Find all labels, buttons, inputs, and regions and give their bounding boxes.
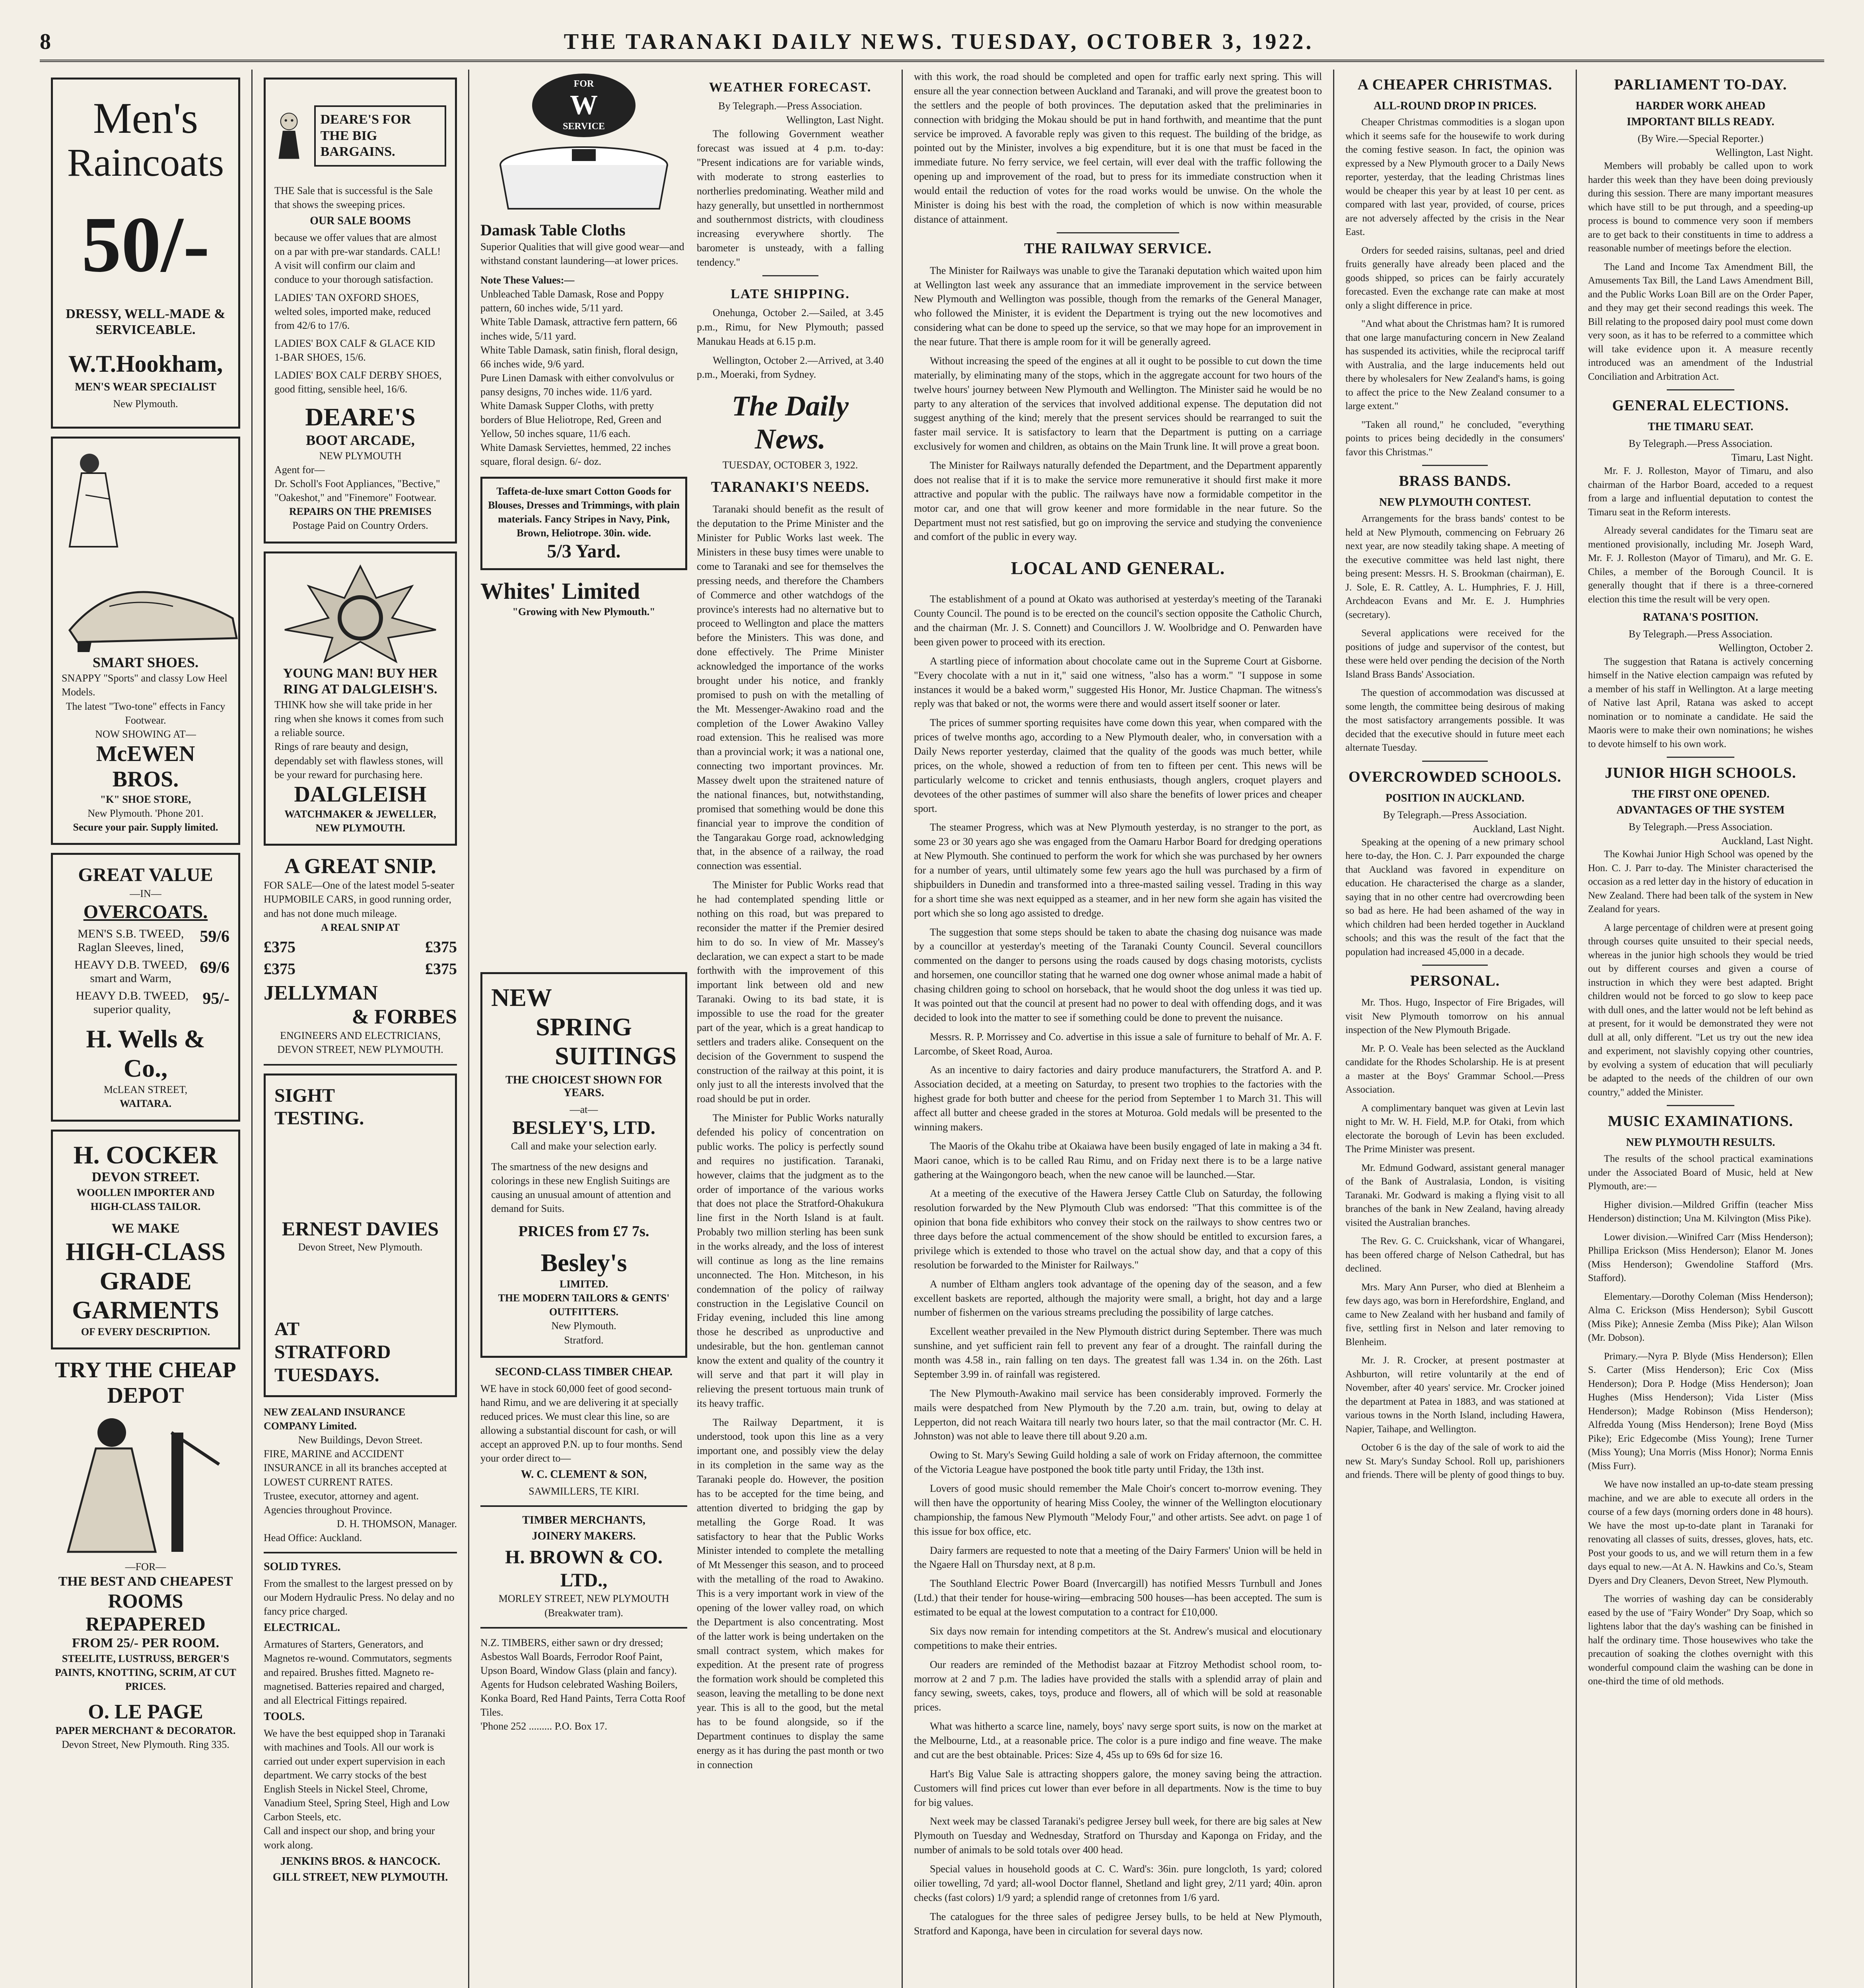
article-paragraph: Mr. Edmund Godward, assistant general manager of the Bank of Australasia, London, is visiting Taranaki. Mr. Godward is making a flying visit to all branches of the bank in New Zealand, having already visited the Australian branches.	[1345, 1162, 1565, 1228]
shoe-illustration	[62, 559, 245, 654]
advert-heading: OUR SALE BOOMS	[310, 215, 411, 227]
masthead	[40, 24, 1824, 62]
dateline: Auckland, Last Night.	[1472, 823, 1565, 835]
advertiser-name: & FORBES	[352, 1005, 457, 1028]
advert-text: The latest "Two-tone" effects in Fancy Footwear.	[66, 700, 225, 726]
column-3	[469, 70, 903, 1988]
article-paragraph: Hart's Big Value Sale is attracting shoppers galore, the money saving being the attraction. Customers will find prices cut lower than ever before in all departments. Now is the time to buy for big values.	[914, 1768, 1322, 1808]
advert-text: LIMITED.	[559, 1278, 608, 1290]
article-paragraph: The Kowhai Junior High School was opened by the Hon. C. J. Parr to-day. The Minister characterised the occasion as a red letter day in the history of education in New Zealand. There had been talk of the system in New Zealand for years.	[1588, 849, 1813, 915]
advert-text: Note These Values:—	[480, 274, 575, 286]
dateline: Wellington, October 2.	[1718, 642, 1813, 654]
advert-text: Secure your pair. Supply limited.	[73, 821, 218, 833]
article-subheading: ALL-ROUND DROP IN PRICES.	[1373, 100, 1537, 112]
article-paragraph: The results of the school practical examinations under the Associated Board of Music, held at New Plymouth, are:—	[1588, 1153, 1813, 1192]
item-price: 69/6	[200, 959, 229, 977]
timber-advert	[480, 1366, 687, 1499]
article-paragraph: Excellent weather prevailed in the New Plymouth district during September. There was much sunshine, and yet sufficient rain fell to prevent any fear of a drought. The rainfall during the month was 4.58 in., rain falling on ten days. The greatest fall was 1.34 in. on the 26th. Last September 3.99 in. of rainfall was registered.	[914, 1326, 1322, 1380]
advert-text: THE Sale that is successful is the Sale that shows the sweeping prices.	[274, 185, 433, 211]
advert-text: MORLEY STREET, NEW PLYMOUTH (Breakwater tram).	[498, 1593, 669, 1619]
advert-text: NOW SHOWING AT—	[95, 728, 196, 740]
article-subheading: RATANA'S POSITION.	[1643, 611, 1758, 624]
dateline: TUESDAY, OCTOBER 3, 1922.	[722, 459, 858, 471]
sign-board: DEARE'S FOR THE BIG BARGAINS.	[314, 105, 446, 167]
article-paragraph: A startling piece of information about chocolate came out in the Supreme Court at Gisborne. "Every chocolate with a nut in it," said one witness, "also has a worm." "I suppose in some instances it would be a baked worm," suggested His Honor, Mr. Justice Chapman. The witness's reply was that baked or not, the worms were there and would assert itself sooner or later.	[914, 655, 1322, 710]
advertiser-name: W.T.Hookham,	[68, 351, 223, 377]
article-paragraph: Dairy farmers are requested to note that a meeting of the Dairy Farmers' Union will be held in the Ngaere Hall on Thursday next, at 8 p.m.	[914, 1544, 1322, 1571]
masthead-title: THE TARANAKI DAILY NEWS. TUESDAY, OCTOBER 3, 1922.	[564, 29, 1314, 54]
besley-advert	[480, 972, 687, 1358]
logo-text: W	[570, 90, 598, 120]
article-paragraph: Mr. P. O. Veale has been selected as the Auckland candidate for the Rhodes Scholarship. He is at present a master at the Boys' Grammar School.—Press Association.	[1345, 1043, 1565, 1095]
logo-text: SERVICE	[563, 121, 605, 132]
advert-text: Call and make your selection early.	[511, 1140, 657, 1152]
article-paragraph: The Railway Department, it is understood, took upon this line as a very important one, and possibly view the delay in its completion in the same way as the Taranaki people do. However, the position has to be accepted for the time being, and attention diverted to bridging the gap by metalling the Gorge Road. It was satisfactory to hear that the Public Works Minister intended to complete the metalling of Mt Messenger this season, and to proceed with the metalling of the road to Awakino. This is a very important work in view of the opening of the lower valley road, on which the Department is also concentrating. Most of the latter work is being undertaken on the small contract system, which makes for expedition. At the present rate of progress the formation work should be completed this season, leaving the metalling to be done next year. This is all to the good, but the metal has to be found alongside, so if the Department continues to display the same energy as it has during the past month or two in connection	[697, 1416, 884, 1771]
price: 5/3 Yard.	[547, 540, 621, 562]
article-paragraph: Already several candidates for the Timaru seat are mentioned provisionally, including Mr. Joseph Ward, Mr. F. J. Rolleston (Mayor of Timaru), and Mr. G. E. Chiles, a member of the Borough Council. It is generally thought that if there is a three-cornered election this time the result will be very open.	[1588, 525, 1813, 605]
advert-heading: GRADE	[99, 1266, 192, 1295]
article-paragraph: The following Government weather forecast was issued at 4 p.m. to-day: "Present indications are for variable winds, with moderate to strong easterlies to northerlies predominating. Weather mild and hazy generally, but unsettled in northernmost and southernmost districts, with cloudiness increasing everywhere shortly. The barometer is unsteady, with a falling tendency."	[697, 128, 884, 268]
advert-text: WE MAKE	[111, 1221, 180, 1236]
article-paragraph: The Southland Electric Power Board (Invercargill) has notified Messrs Turnbull and Jones (Ltd.) that their tender for house-wiring—embracing 500 houses—has been accepted. The sum is estimated to be equal at the lowest computation to a contract for £10,000.	[914, 1578, 1322, 1618]
price: PRICES from £7 7s.	[518, 1223, 649, 1240]
advert-text: 'Phone 252 ......... P.O. Box 17.	[480, 1720, 607, 1732]
article-paragraph: Special values in household goods at C. C. Ward's: 36in. pure longcloth, 1s yard; colored oilier towelling, 7d yard; all-wool Doctor flannel, Shetland and light grey, 2/11 yard; 40in. apron checks (fast colors) 1/9 yard; a splendid range of cretonnes from 1/6 yard.	[914, 1863, 1322, 1903]
advert-text: Trustee, executor, attorney and agent. Agencies throughout Province.	[264, 1490, 419, 1516]
advert-heading: OVERCOATS.	[83, 901, 208, 922]
advert-text: THE CHOICEST SHOWN FOR YEARS.	[505, 1074, 662, 1099]
advert-text: WAITARA.	[119, 1098, 172, 1110]
article-paragraph: October 6 is the day of the sale of work to aid the new St. Mary's Sunday School. Roll up, parishioners and friends. There will be plenty of good things to buy.	[1345, 1442, 1565, 1481]
brown-advert	[480, 1514, 687, 1619]
price-item	[62, 958, 229, 985]
article-paragraph: As an incentive to dairy factories and dairy produce manufacturers, the Stratford A. and P. Association decided, at a meeting on Saturday, to present two trophies to the factories with the highest grade for both butter and cheese for the period from September 1 to March 31. This will affect all butter and cheese graded in the stores at Moturoa. Gold medals will be presented to the winning makers.	[914, 1064, 1322, 1133]
article-paragraph: The worries of washing day can be considerably eased by the use of "Fairy Wonder" Dry Soap, which so lightens labor that the day's washing can be finished in half the ordinary time. Those housewives who take the precaution of soaking the clothes overnight with this wonderful compound claim the washing can be done in one-third the time of old methods.	[1588, 1594, 1813, 1687]
column-4	[903, 70, 1334, 1988]
advert-heading: TESTING.	[274, 1108, 364, 1129]
article-heading: PARLIAMENT TO-DAY.	[1614, 76, 1787, 93]
advert-text: PAPER MERCHANT & DECORATOR.	[55, 1725, 236, 1737]
advert-text: Postage Paid on Country Orders.	[292, 520, 428, 532]
dalgleish-advert	[264, 551, 457, 846]
article-paragraph: Messrs. R. P. Morrissey and Co. advertise in this issue a sale of furniture to behalf of Mr. A. F. Larcombe, of Skeet Road, Auroa.	[914, 1031, 1322, 1057]
advert-text: —FOR—	[125, 1561, 166, 1573]
article-paragraph: Taranaki should benefit as the result of the deputation to the Prime Minister and the Minister for Public Works last week. The Ministers in these busy times were unable to come to Taranaki and see for themselves the pressing needs, and therefore the Chambers of Commerce and other watchdogs of the province's interests had no alternative but to proceed to Wellington and place the matters before the Ministers. This was done, and done effectively. The Prime Minister acknowledged the importance of the works brought under his notice, and frankly promised to push on with the metalling of the Mt. Messenger-Awakino road and the completion of the Lower Awakino Valley road extension. This he realised was more than a provincial work; it was a national one, connecting two important provinces. Mr. Massey dwelt upon the straitened nature of the national finances, but, notwithstanding, promised that something would be done this financial year to improve the condition of the Tangarakau Gorge road, acknowledging that, in the absence of a railway, the road connection was essential.	[697, 503, 884, 872]
dateline: Timaru, Last Night.	[1731, 452, 1813, 464]
advert-heading: SECOND-CLASS TIMBER CHEAP.	[495, 1365, 673, 1378]
article-paragraph: "Taken all round," he concluded, "everything points to prices being decidedly in the consumers' favor this Christmas."	[1345, 419, 1565, 458]
advertiser-name: Besley's	[540, 1248, 627, 1277]
advert-text: NEW PLYMOUTH	[319, 450, 402, 462]
article-paragraph: Lovers of good music should remember the Male Choir's concert to-morrow evening. They will then have the opportunity of hearing Miss Cooley, the winner of the Wellington elocutionary championship, the famous New Plymouth "Melody Four," and other artists. See advt. on page 1 of this issue for box office, etc.	[914, 1483, 1322, 1537]
list-item: LADIES' TAN OXFORD SHOES, welted soles, imported make, reduced from 42/6 to 17/6.	[274, 291, 431, 331]
advert-text: GILL STREET, NEW PLYMOUTH.	[272, 1871, 448, 1883]
advert-text: Stratford.	[564, 1334, 604, 1346]
article-subheading: IMPORTANT BILLS READY.	[1627, 116, 1775, 128]
price: £375	[264, 959, 295, 978]
advert-heading: Men's	[93, 94, 198, 142]
article-heading: THE RAILWAY SERVICE.	[1024, 240, 1212, 257]
advertiser-name: O. LE PAGE	[88, 1700, 203, 1723]
byline: By Telegraph.—Press Association.	[1629, 628, 1773, 640]
article-paragraph: with this work, the road should be completed and open for traffic early next spring. This will ensure all the year connection between Auckland and Taranaki, and will prove the greatest boon to the settlers and the people of both provinces. The deputation asked that the preliminaries in connection with bridging the Mokau should be put in hand forthwith, and meantime that the punt service be improved. A favorable reply was given to this request. The building of the bridge, as pointed out by the Minister, involves a big expenditure, but it is one that must be faced in the immediate future. No ferry service, we feel certain, will ever deal with the traffic following the opening up and improvement of the road, but to press for its immediate construction when it would entail the reduction of votes for the road works would be unwise. On the whole the Minister is doing his best with the road, the completion of which is now within measurable distance of attainment.	[914, 71, 1322, 225]
list-item: White Damask Serviettes, hemmed, 22 inches square, floral design. 6/- doz.	[480, 442, 671, 468]
advert-text: REPAIRS ON THE PREMISES	[289, 506, 432, 518]
column-1	[40, 70, 253, 1988]
advertiser-name: W. C. CLEMENT & SON,	[521, 1468, 647, 1481]
advert-heading: SUITINGS	[555, 1042, 676, 1070]
advert-text: Taffeta-de-luxe smart Cotton Goods for Blouses, Dresses and Trimmings, with plain materials. Fancy Stripes in Navy, Pink, Brown, Heliotrope. 30in. wide.	[488, 485, 680, 539]
advert-text: SAWMILLERS, TE KIRI.	[529, 1485, 639, 1497]
article-subheading: NEW PLYMOUTH CONTEST.	[1379, 496, 1531, 509]
advert-text: A REAL SNIP AT	[321, 921, 400, 933]
advert-text: FROM 25/- PER ROOM.	[72, 1636, 220, 1651]
advert-text: AT	[274, 1318, 300, 1340]
list-item: White Table Damask, satin finish, floral design, 66 inches wide, 9/6 yard.	[480, 344, 678, 370]
jenkins-advert	[264, 1561, 457, 1884]
advert-text: SNAPPY "Sports" and classy Low Heel Models.	[62, 672, 227, 698]
price: £375	[425, 959, 457, 978]
article-paragraph: What was hitherto a scarce line, namely, boys' navy serge sport suits, is now on the market at the Melbourne, Ltd., at a reasonable price. The color is a pure indigo and fine weave. The make and cut are the best obtainable. Prices: Size 4, 45s up to 69s 6d for size 16.	[914, 1720, 1322, 1761]
article-paragraph: Speaking at the opening of a new primary school here to-day, the Hon. C. J. Parr expounded the charge that Auckland was favored in expenditure on education. He characterised the charge as a slander, saying that in no other centre had overcrowding been so bad as here. He had been ashamed of the way in which children had been herded together in Auckland schools; and this was the result of the fact that the population had increased 45,000 in a decade.	[1345, 837, 1565, 957]
article-paragraph: The New Plymouth-Awakino mail service has been considerably improved. Formerly the mails were despatched from New Plymouth by the 7.20 a.m. train, but, owing to delay at Lepperton, did not reach Waitara till nearly two hours later, so that the mail contractor (Mr. C. H. Johnston) was not able to leave there till about 9.20 a.m.	[914, 1387, 1322, 1442]
article-heading: OVERCROWDED SCHOOLS.	[1348, 768, 1562, 785]
section-heading: WEATHER FORECAST.	[709, 80, 872, 95]
logo-text: FOR	[573, 79, 594, 89]
advert-text: N.Z. TIMBERS, either sawn or dry dressed; Asbestos Wall Boards, Ferrodor Roof Paint, Upson Board, Window Glass (plain and fancy). Agents for Hudson celebrated Washing Boilers, Konka Board, Red Hand Paints, Terra Cotta Roof Tiles.	[480, 1637, 686, 1718]
price: £375	[264, 938, 295, 956]
advert-text: WOOLLEN IMPORTER AND HIGH-CLASS TAILOR.	[76, 1186, 215, 1213]
article-paragraph: The Maoris of the Okahu tribe at Okaiawa have been busily engaged of late in making a 34 ft. Maori canoe, which is to be called Rau Rimu, and on Friday next there is to be a large native gathering at the Waingongoro beach, when the new canoe will be launched.—Star.	[914, 1140, 1322, 1180]
advert-text: THE BEST AND CHEAPEST	[58, 1574, 233, 1589]
lower-left-ads	[480, 964, 687, 1733]
article-paragraph: The question of accommodation was discussed at some length, the committee being desirous of making the most satisfactory arrangements possible. It was decided that the executive should in future meet each alternate Tuesday.	[1345, 687, 1565, 753]
article-paragraph: Owing to St. Mary's Sewing Guild holding a sale of work on Friday afternoon, the committee of the Victoria League have postponed the book title party until Friday, the 13th inst.	[914, 1449, 1322, 1475]
price-item	[62, 927, 229, 954]
advert-heading: GREAT VALUE	[78, 864, 213, 885]
article-paragraph: The suggestion that Ratana is actively concerning himself in the Native election campaign was refuted by a member of his staff in Wellington. At a large meeting of Native last April, Ratana was asked to accept nomination or to nominate a candidate. He said the Maoris were to make their own nominations; he wishes to devote himself to his own work.	[1588, 656, 1813, 749]
column-2	[253, 70, 469, 1988]
article-heading: JUNIOR HIGH SCHOOLS.	[1605, 765, 1796, 782]
article-heading: BRASS BANDS.	[1399, 473, 1511, 489]
article-paragraph: We have now installed an up-to-date steam pressing machine, and we are able to execute all orders in the course of a few days (morning orders done in 48 hours). We have the most up-to-date plant in Taranaki for renovating all classes of suits, dresses, gloves, hats, etc. Post your goods to us, and we will return them in a few days equal to new.—At A. N. Hawkins and Co.'s, Steam Dyers and Dry Cleaners, Devon Street, New Plymouth.	[1588, 1479, 1813, 1586]
advert-heading: NEW	[491, 983, 552, 1011]
article-heading: PERSONAL.	[1410, 973, 1500, 990]
hookham-advert	[51, 78, 240, 429]
list-item: LADIES' BOX CALF & GLACE KID 1-BAR SHOES, 15/6.	[274, 337, 435, 363]
article-paragraph: Members will probably be called upon to work harder this week than they have been doing previously during this session. There are many important measures which have still to be put through, and a speeding-up process is bound to commence very soon if members are to get back to their constituents in time to address a reasonable number of meetings before the election.	[1588, 161, 1813, 254]
article-paragraph: The suggestion that some steps should be taken to abate the chasing dog nuisance was made by a councillor at yesterday's meeting of the Taranaki County Council. Several councillors commented on the danger to persons using the roads caused by dogs chasing motorists, cyclists and horsemen, one councillor stating that he warned one dog owner whose animal made a habit of chasing children going to school on horseback, that he would shoot the dog unless it was tied up. It was pointed out that the council at present had no power to deal with offending dogs, and it was decided to look into the matter to see if something could be done to prevent the nuisance.	[914, 926, 1322, 1023]
article-heading: TARANAKI'S NEEDS.	[711, 479, 870, 496]
article-paragraph: Without increasing the speed of the engines at all it ought to be possible to cut down the time materially, by eliminating many of the stops, which in the aggregate account for two hours of the twelve hours' journey between New Plymouth and Wellington. The Minister said he would be no party to any alteration of the services that involved additional expense. The deputation did not suggest anything of the kind; merely that the present services should be rearranged to suit the faster mail service. It is satisfactory to learn that the Department is putting on a carriage exclusively for women and children, as obtains on the Main Trunk line. It will prove a great boon.	[914, 355, 1322, 452]
dateline: Wellington, Last Night.	[786, 114, 884, 126]
advert-heading: TOOLS.	[264, 1710, 305, 1723]
article-paragraph: Primary.—Nyra P. Blyde (Miss Henderson); Ellen S. Carter (Miss Henderson); Eric Cox (Miss Henderson); Dora P. Hodge (Miss Henderson); Joan Hughes (Miss Henderson); Vida Lister (Miss Henderson); Madge Robinson (Miss Henderson); Alfredda Young (Miss Henderson); Irene Boyd (Miss Pike); Eric Edgecombe (Miss Young); Irene Turner (Miss Young); Una Morris (Miss Honor); Norma Ennis (Miss Furr).	[1588, 1351, 1813, 1472]
advert-text: THE MODERN TAILORS & GENTS' OUTFITTERS.	[498, 1292, 670, 1318]
article-paragraph: Arrangements for the brass bands' contest to be held at New Plymouth, commencing on February 26 next year, are now steadily taking shape. A meeting of the executive committee was held last night, there being present: Messrs. H. S. Brookman (chairman), E. J. Sole, E. R. Cattley, A. L. Humphries, F. J. Hill, Archdeacon Evans and Mr. E. J. Humphries (secretary).	[1345, 513, 1565, 620]
price: £375	[425, 938, 457, 956]
item-desc: MEN'S S.B. TWEED, Raglan Sleeves, lined,	[77, 927, 184, 954]
article-paragraph: The steamer Progress, which was at New Plymouth yesterday, is no stranger to the port, as some 23 or 30 years ago she was engaged from the Oamaru Harbor Board for dredging operations at New Plymouth. She continued to perform the work for which she was purchased by her owners for a number of years, until ultimately some few years ago the hull was purchased by a firm of shipbuilders in Dunedin and transformed into a three-masted sailing vessel. Trading in this way for a short time she was next equipped as a steamer, and in her new form she again has visited the port which she so long ago assisted to dredge.	[914, 821, 1322, 919]
byline: By Telegraph.—Press Association.	[718, 100, 862, 112]
ring-illustration	[277, 562, 444, 666]
article-subheading: HARDER WORK AHEAD	[1635, 100, 1766, 112]
article-paragraph: The catalogues for the three sales of pedigree Jersey bulls, to be held at New Plymouth, Stratford and Kaponga, have been in circulation for several days now.	[914, 1910, 1322, 1937]
article-paragraph: Cheaper Christmas commodities is a slogan upon which it seems safe for the housewife to work during the coming festive season. In fact, the opinion was expressed by a New Plymouth grocer to a Daily News reporter, yesterday, that the leading Christmas lines would be cheaper this year by at least 10 per cent. as compared with last year, provided, of course, prices are not adversely affected by the crisis in the Near East.	[1345, 117, 1565, 237]
advert-text: The smartness of the new designs and colorings in these new English Suitings are causing an unusual amount of attention and demand for Suits.	[491, 1161, 671, 1214]
article-paragraph: Lower division.—Winifred Carr (Miss Henderson); Phillipa Erickson (Miss Henderson); Elanor M. Jones (Miss Henderson); Gwendoline Stafford (Mrs. Stafford).	[1588, 1231, 1813, 1284]
insurance-advert	[264, 1405, 457, 1545]
advert-text: Dr. Scholl's Foot Appliances, "Bective," "Oakeshot," and "Finemore" Footwear.	[274, 478, 440, 504]
article-paragraph: The Land and Income Tax Amendment Bill, the Amusements Tax Bill, the Land Laws Amendment Bill, and the Public Works Loan Bill are on the Order Paper, and they may get their second readings this week. The Bill relating to the proposed dairy pool must come down very soon, as it has to be referred to a committee which will take evidence upon it. A measure recently introduced was an amendment of the Industrial Conciliation and Arbitration Act.	[1588, 261, 1813, 382]
advert-heading: YOUNG MAN! BUY HER RING AT DALGLEISH'S.	[283, 666, 438, 697]
advertiser-name: H. BROWN & CO. LTD.,	[505, 1547, 663, 1591]
article-paragraph: The Minister for Public Works naturally defended his policy of concentration on public works. The policy is perfectly sound and requires no justification. Taranaki, however, claims that the judgment as to the order of importance of the various works that does not place the Stratford-Ohakukura line first in the North Island is at fault. Probably two million sterling has been sunk in the works already, and the loss of interest will continue as long as the line remains unconnected. The Hon. Mitcheson, in his condemnation of the policy of railway construction in the Legislative Council on Friday evening, included this line among those he described as unproductive and undesirable, but the hon. gentleman cannot know the extent and quality of the country it will serve and that part it will play in relieving the present tortuous main trunk of its heavy traffic.	[697, 1112, 884, 1409]
article-paragraph: The Minister for Public Works read that he had contemplated spending little or nothing on this road, but was prepared to reconsider the matter if the Premier desired him to do so. In view of Mr. Massey's declaration, we can expect a start to be made forthwith with the improvement of this important link between old and new Taranaki. Owing to its bad state, it is impossible to use the road for the greater part of the year, which is a great handicap to settlers and traders alike. Consequent on the decision of the Government to suspend the construction of the railway at this point, it is only just to all the interests involved that the road should be put in order.	[697, 879, 884, 1105]
article-paragraph: Mr. F. J. Rolleston, Mayor of Timaru, and also chairman of the Harbor Board, acceded to a request from a large and influential deputation to contest the Timaru seat in the Reform interests.	[1588, 466, 1813, 518]
byline: (By Wire.—Special Reporter.)	[1637, 133, 1764, 144]
advert-text: TUESDAYS.	[274, 1364, 379, 1386]
item-price: 95/-	[202, 990, 229, 1008]
taffeta-box	[480, 477, 687, 571]
advert-text: Call and inspect our shop, and bring your work along.	[264, 1825, 435, 1851]
lepage-advert	[51, 1357, 240, 1752]
advert-text: "Growing with New Plymouth."	[512, 606, 655, 618]
w-service-logo	[532, 74, 636, 137]
cocker-advert	[51, 1130, 240, 1349]
advert-text: because we offer values that are almost on a par with pre-war standards. CALL! A visit will confirm our claim and conduce to your thorough satisfaction.	[274, 232, 441, 285]
advertiser-name: JENKINS BROS. & HANCOCK.	[280, 1855, 441, 1868]
mcewen-advert	[51, 437, 240, 845]
woman-illustration	[62, 447, 141, 559]
advert-text: WE have in stock 60,000 feet of good second-hand Rimu, and we are delivering it at specially reduced prices. We must clear this line, so are allowing a substantial discount for cash, or will accept an approved P.N. up to four months. Send your order direct to—	[480, 1382, 682, 1464]
item-desc: HEAVY D.B. TWEED, superior quality,	[76, 989, 189, 1016]
advert-price: 50/-	[81, 200, 210, 289]
deare-advert	[264, 78, 457, 544]
advert-text: FOR SALE—One of the latest model 5-seater HUPMOBILE CARS, in good running order, and has not done much mileage.	[264, 879, 455, 919]
advert-text: ENGINEERS AND ELECTRICIANS, DEVON STREET, NEW PLYMOUTH.	[277, 1030, 443, 1056]
article-heading: A CHEAPER CHRISTMAS.	[1357, 76, 1553, 93]
advertiser-name: DALGLEISH	[294, 782, 427, 807]
article-paragraph: Several applications were received for the positions of judge and supervisor of the contest, but these were held over pending the decision of the North Island Brass Bands' Association.	[1345, 628, 1565, 680]
advertiser-name: H. Wells & Co.,	[86, 1025, 205, 1082]
advert-text: Devon Street, New Plymouth. Ring 335.	[62, 1739, 229, 1751]
advert-text: JOINERY MAKERS.	[532, 1530, 636, 1543]
advert-heading: GARMENTS	[72, 1296, 219, 1324]
wells-advert	[51, 853, 240, 1122]
advert-heading: A GREAT SNIP.	[284, 854, 436, 878]
column-5	[1334, 70, 1577, 1988]
advert-heading: ROOMS REPAPERED	[86, 1590, 206, 1635]
advert-text: McLEAN STREET,	[103, 1084, 188, 1096]
advert-text: —at—	[570, 1103, 598, 1115]
article-subheading: ADVANTAGES OF THE SYSTEM	[1616, 804, 1785, 817]
article-paragraph: The establishment of a pound at Okato was authorised at yesterday's meeting of the Taranaki County Council. The pound is to be erected on the council's section opposite the Catholic Church, and the chairman (Mr. J. S. Connett) and Councillors J. W. Woolbridge and O. Penwarden have been given power to proceed with its erection.	[914, 593, 1322, 648]
advert-text: From the smallest to the largest pressed on by our Modern Hydraulic Press. No delay and no fancy price charged.	[264, 1578, 455, 1617]
advert-text: New Buildings, Devon Street.	[298, 1434, 423, 1446]
article-subheading: THE TIMARU SEAT.	[1648, 421, 1753, 433]
advert-heading: SPRING	[536, 1012, 632, 1041]
advert-text: STRATFORD	[274, 1341, 391, 1363]
list-item: White Table Damask, attractive fern pattern, 66 inches wide, 5/11 yard.	[480, 316, 677, 342]
article-subheading: POSITION IN AUCKLAND.	[1385, 792, 1525, 804]
article-heading: GENERAL ELECTIONS.	[1612, 397, 1789, 414]
article-paragraph: The Minister for Railways was unable to give the Taranaki deputation which waited upon him at Wellington last week any assurance that an immediate improvement in the service between New Plymouth and Wellington was possible, though from the remarks of the General Manager, who followed the Minister, it is evident the Department is trying out the new locomotives and considering what can be done to speed up the service, so that we may hope for an improvement in the near future. That there is ample room for it will be generally agreed.	[914, 264, 1322, 348]
news-top-right	[697, 70, 884, 1776]
advert-heading: NEW ZEALAND INSURANCE COMPANY Limited.	[264, 1406, 406, 1432]
advert-heading: ELECTRICAL.	[264, 1621, 340, 1634]
article-paragraph: Mrs. Mary Ann Purser, who died at Blenheim a few days ago, was born in Herefordshire, England, and came to New Zealand with her husband and family of five, settling first in Nelson and later removing to Blenheim.	[1345, 1281, 1565, 1347]
article-paragraph: A complimentary banquet was given at Levin last night to Mr. W. H. Field, M.P. for Otaki, from which electorate the borough of Levin has been excluded. The Prime Minister was present.	[1345, 1103, 1565, 1155]
list-item: White Damask Supper Cloths, with pretty borders of Blue Heliotrope, Red, Green and Yellow, 50 inches square, 11/6 each.	[480, 400, 661, 440]
advert-text: Superior Qualities that will give good wear—and withstand constant laundering—at lower prices.	[480, 241, 684, 267]
advert-text: We have the best equipped shop in Taranaki with machines and Tools. All our work is carried out under expert supervision in each department. We carry stocks of the best English Steels in Nickel Steel, Chrome, Vanadium Steel, Spring Steel, High and Low Carbon Steels, etc.	[264, 1727, 450, 1823]
advert-heading: HIGH-CLASS	[66, 1237, 225, 1266]
article-paragraph: Our readers are reminded of the Methodist bazaar at Fitzroy Methodist school room, to-morrow at 2 and 7 p.m. The ladies have provided the stalls with a splendid array of plain and fancy sewing, sweets, cakes, toys, produce and flowers, all of which will be sold at reasonable prices.	[914, 1658, 1322, 1713]
article-paragraph: Higher division.—Mildred Griffin (teacher Miss Henderson) distinction; Una M. Kilvington (Miss Pike).	[1588, 1199, 1813, 1224]
advert-text: D. H. THOMSON, Manager.	[336, 1518, 457, 1530]
advert-text: MEN'S WEAR SPECIALIST	[75, 381, 216, 394]
price-item	[62, 989, 229, 1016]
advert-heading: TRY THE CHEAP DEPOT	[55, 1357, 236, 1408]
advert-text: STEELITE, LUSTRUSS, BERGER'S PAINTS, KNOTTING, SCRIM, AT CUT PRICES.	[55, 1653, 236, 1693]
advert-heading: SOLID TYRES.	[264, 1561, 341, 1573]
article-paragraph: The Minister for Railways naturally defended the Department, and the Department apparently does not realise that if it is to make the service more remunerative it should first make it more attractive and popular with the public. The railways have now a formidable competitor in the motor car, and one that will grow keener and more formidable in the near future. So the Department must not rest satisfied, but go on improving the service and studying the convenience and comfort of the public in every way.	[914, 460, 1322, 543]
article-heading: MUSIC EXAMINATIONS.	[1608, 1113, 1793, 1130]
article-subheading: THE FIRST ONE OPENED.	[1631, 788, 1770, 801]
article-paragraph: Mr. Thos. Hugo, Inspector of Fire Brigades, will visit New Plymouth tomorrow on his annual inspection of the New Plymouth Brigade.	[1345, 997, 1565, 1036]
article-paragraph: A number of Eltham anglers took advantage of the opening day of the season, and a few excellent baskets are reported, although the majority were small, a bright, hot day and a large number of fishermen on the various streams precluding the possibility of large catches.	[914, 1278, 1322, 1318]
dateline: Wellington, Last Night.	[1716, 147, 1813, 159]
article-subheading: NEW PLYMOUTH RESULTS.	[1626, 1136, 1775, 1149]
advert-heading: SIGHT	[274, 1085, 335, 1106]
article-paragraph: Onehunga, October 2.—Sailed, at 3.45 p.m., Rimu, for New Plymouth; passed Manukau Heads at 6.15 p.m.	[697, 307, 884, 347]
article-paragraph: "And what about the Christmas ham? It is rumored that one large manufacturing concern in New Zealand has suspended its activities, while the reciprocal tariff with Australia, and the large inducements held out there by wholesalers for New Zealand's hams, is going to affect the price to the New Zealand consumer to a large extent."	[1345, 318, 1565, 412]
advert-heading: Raincoats	[67, 140, 224, 184]
item-desc: HEAVY D.B. TWEED, smart and Warm,	[74, 958, 187, 985]
article-paragraph: A large percentage of children were at present going through courses quite unsuited to their special needs, whereas in the junior high schools they would be tried out by different courses and given a course of instruction in which they were best adapted. Bright children would not be forced to go slow to keep pace with dull ones, and the latter would not be left behind as at present, for it would be demonstrated they were not dull at all, only different. "Let us try out the new idea and experiment, not slavishly copying other countries, by evolving a system of education that will peculiarly be adapted to the needs of the children of our own country," added the Minister.	[1588, 922, 1813, 1098]
advert-text: New Plymouth.	[113, 398, 178, 410]
advert-text: DEVON STREET.	[91, 1170, 200, 1185]
advertiser-name: BESLEY'S, LTD.	[512, 1117, 655, 1138]
advert-text: FIRE, MARINE and ACCIDENT INSURANCE in all its branches accepted at LOWEST CURRENT RATES.	[264, 1448, 447, 1488]
advert-text: New Plymouth.	[551, 1320, 616, 1332]
article-paragraph: Mr. J. R. Crocker, at present postmaster at Ashburton, will retire voluntarily at the end of November, after 40 years' service. Mr. Crocker joined the department at Patea in 1883, and was stationed at various towns in the North Island, including Hawera, Napier, Taihape, and Wellington.	[1345, 1355, 1565, 1435]
article-paragraph: Elementary.—Dorothy Coleman (Miss Henderson); Alma C. Erickson (Miss Henderson); Sybil Guscott (Miss Pike); Annesie Zemba (Miss Pike); Alan Wilson (Mr. Dobson).	[1588, 1291, 1813, 1343]
advert-heading: Damask Table Cloths	[480, 221, 626, 239]
page-number: 8	[40, 29, 53, 54]
advert-text: Devon Street, New Plymouth.	[298, 1241, 423, 1253]
newspaper-nameplate: The Daily News.	[732, 390, 849, 455]
advert-text: "K" SHOE STORE,	[100, 793, 191, 805]
article-paragraph: At a meeting of the executive of the Hawera Jersey Cattle Club on Saturday, the following resolution forwarded by the New Plymouth Club was endorsed: "That this committee is of the opinion that bona fide exhibitors who convey their stock on the railways to show centres two or three days before the actual commencement of the show should be entitled to excursion fares, a privilege which is extended to those who travel on the actual show day, and that a copy of this resolution be forwarded to the Minister for Railways."	[914, 1188, 1322, 1271]
list-item: LADIES' BOX CALF DERBY SHOES, good fitting, sensible heel, 16/6.	[274, 369, 442, 395]
advert-text: OF EVERY DESCRIPTION.	[81, 1326, 210, 1338]
timbers-advert	[480, 1636, 687, 1734]
advert-text: New Plymouth. 'Phone 201.	[87, 807, 204, 819]
advert-text: WATCHMAKER & JEWELLER, NEW PLYMOUTH.	[284, 808, 436, 834]
advertiser-name: ERNEST DAVIES	[282, 1217, 439, 1240]
advert-text: Armatures of Starters, Generators, and Magnetos re-wound. Commutators, segments and repaired. Brushes fitted. Magneto re-magnetised. Batteries repaired and charged, and all Electrical Fittings repaired.	[264, 1639, 452, 1706]
advert-text: TIMBER MERCHANTS,	[522, 1514, 645, 1527]
advert-text: SERVICEABLE.	[95, 322, 196, 338]
article-paragraph: Wellington, October 2.—Arrived, at 3.40 p.m., Moeraki, from Sydney.	[697, 354, 884, 381]
article-heading: LOCAL AND GENERAL.	[1011, 558, 1225, 579]
article-paragraph: The Rev. G. C. Cruickshank, vicar of Whangarei, has been offered charge of Nelson Cathedral, but has declined.	[1345, 1236, 1565, 1274]
column-6	[1577, 70, 1824, 1988]
boy-illustration	[274, 88, 308, 184]
advert-text: Rings of rare beauty and design, dependably set with flawless stones, will be your reward for purchasing here.	[274, 741, 443, 780]
decorator-illustration	[52, 1409, 239, 1560]
advert-text: DRESSY, WELL-MADE &	[66, 306, 225, 321]
list-item: Pure Linen Damask with either convolvulus or pansy designs, 70 inches wide. 11/6 yard.	[480, 372, 674, 398]
dateline: Auckland, Last Night.	[1721, 835, 1813, 847]
item-price: 59/6	[200, 928, 229, 946]
article-paragraph: Orders for seeded raisins, sultanas, peel and dried fruits generally have already been placed and the goods shipped, so prices can be fairly accurately forecasted. Even the exchange rate can make at most only a slight difference in price.	[1345, 245, 1565, 311]
section-heading: LATE SHIPPING.	[731, 286, 850, 301]
advertiser-name: Whites' Limited	[480, 578, 640, 604]
article-paragraph: Six days now remain for intending competitors at the St. Andrew's musical and elocutionary competitions to make their entries.	[914, 1625, 1322, 1651]
advert-text: BOOT ARCADE,	[306, 432, 415, 448]
advert-text: Head Office: Auckland.	[264, 1532, 362, 1543]
advert-heading: SMART SHOES.	[92, 654, 199, 671]
byline: By Telegraph.—Press Association.	[1629, 438, 1773, 450]
davies-advert	[264, 1074, 457, 1398]
list-item: Unbleached Table Damask, Rose and Poppy pattern, 60 inches wide, 5/11 yard.	[480, 288, 664, 314]
advert-text: —IN—	[130, 887, 161, 899]
byline: By Telegraph.—Press Association.	[1629, 821, 1773, 833]
article-paragraph: Next week may be classed Taranaki's pedigree Jersey bull week, for there are big sales at New Plymouth on Tuesday and Wednesday, Stratford on Thursday and Kaponga on Friday, and the number of animals to be sold totals over 400 head.	[914, 1815, 1322, 1856]
advert-text: Agent for—	[274, 464, 325, 476]
advertiser-name: H. COCKER	[73, 1140, 218, 1169]
advertiser-name: McEWEN BROS.	[96, 741, 195, 792]
advert-text: THINK how she will take pride in her ring when she knows it comes from such a reliable source.	[274, 699, 444, 739]
byline: By Telegraph.—Press Association.	[1383, 809, 1527, 821]
advertiser-name: JELLYMAN	[264, 981, 378, 1004]
advertiser-name: DEARE'S	[305, 403, 416, 431]
jellyman-advert	[264, 854, 457, 1056]
article-paragraph: The prices of summer sporting requisites have come down this year, when compared with the prices of twelve months ago, according to a New Plymouth dealer, who, in conversation with a Daily News reporter yesterday, claimed that the quality of the goods was much better, while prices, on the whole, showed a reduction of from ten to fifteen per cent. This news will be particularly welcome to cricket and tennis enthusiasts, though anglers, croquet players and devotees of the other pastimes of summer will also share the benefits of lower prices and cheaper sport.	[914, 717, 1322, 814]
table-illustration	[492, 141, 675, 221]
